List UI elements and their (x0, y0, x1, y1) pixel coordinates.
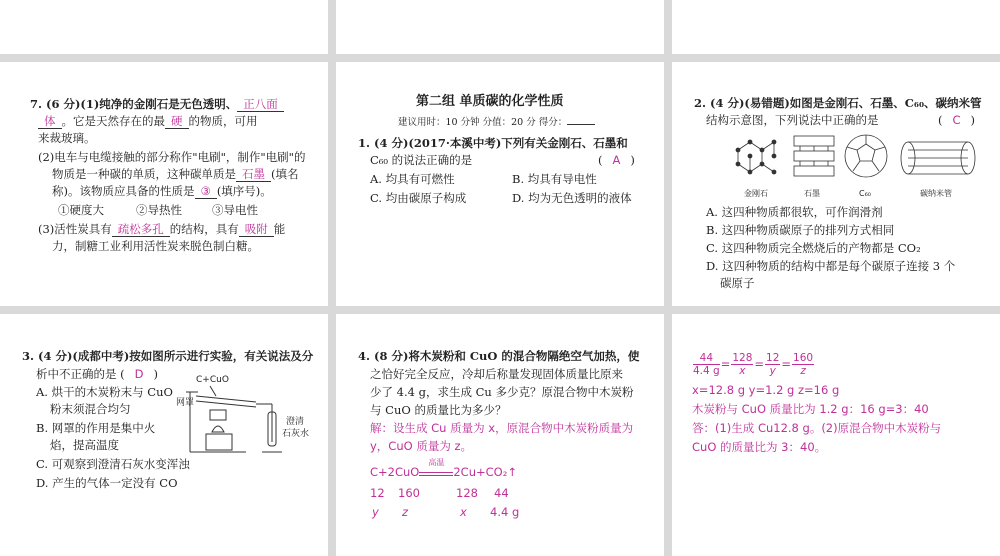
apparatus-icon (186, 386, 282, 452)
group-meta: 建议用时：10 分钟 分值：20 分 得分： (398, 115, 595, 131)
q3-line1: 3. (4 分)(成都中考)按如图所示进行实验，有关说法及分 (22, 349, 314, 363)
q7-line8: (3)活性炭具有 疏松多孔 的结构，具有 吸附 能 (38, 222, 286, 236)
q7-line2: 体 。它是天然存在的最 硬 的物质，可用 (38, 113, 258, 129)
fig-label-limewater-2: 石灰水 (282, 429, 310, 439)
q3-option-c: C. 可观察到澄清石灰水变浑浊 (36, 457, 190, 471)
q4-row1-cu: 128 (456, 486, 478, 500)
q7-option-1: ①硬度大 (58, 203, 104, 217)
q4-row2-mass: 4.4 g (490, 505, 520, 519)
q4-line2: 之恰好完全反应，冷却后称量发现固体质量比原来 (370, 367, 623, 381)
q7-line9: 力，制糖工业利用活性炭来脱色制白糖。 (52, 239, 259, 253)
q7-answer-6: 吸附 (239, 222, 274, 237)
q7-line6: 称)。该物质应具备的性质是 ③ (填序号)。 (52, 184, 272, 198)
q7-answer-5: 疏松多孔 (112, 222, 170, 237)
diamond-structure-icon (736, 140, 776, 174)
panel-top-left (0, 0, 328, 54)
panel-top-middle (336, 0, 664, 54)
q4-row1-c: 12 (370, 486, 385, 500)
q3-option-d: D. 产生的气体一定没有 CO (36, 476, 178, 490)
q1-option-b: B. 均具有导电性 (512, 172, 597, 186)
q7-line1: 7. (6 分)(1)纯净的金刚石是无色透明、 正八面 (30, 96, 284, 112)
q1-line2: C₆₀ 的说法正确的是 (370, 153, 473, 167)
q2-option-d-cont: 碳原子 (720, 276, 755, 290)
q7-answer-1: 正八面 (237, 97, 284, 112)
q3-option-b-cont: 焰，提高温度 (50, 438, 119, 452)
q4-row1-cuo: 160 (398, 486, 420, 500)
q3-line2: 析中不正确的是 ( D ) (36, 367, 159, 381)
q4-row2-z: z (402, 505, 409, 519)
q1-line1: 1. (4 分)(2017·本溪中考)下列有关金刚石、石墨和 (358, 136, 628, 150)
panel-group-2 (336, 62, 664, 306)
panel-question-7 (0, 62, 328, 306)
q4-equation: C+2CuO 高温 2Cu+CO₂↑ (370, 458, 517, 479)
q1-option-d: D. 均为无色透明的液体 (512, 191, 632, 205)
q2-option-a: A. 这四种物质都很软，可作润滑剂 (706, 205, 883, 219)
q2-answer: ( C ) (938, 113, 976, 127)
q3-answer: D (134, 367, 144, 381)
q4-answer-1: 答：(1)生成 Cu12.8 g。(2)原混合物中木炭粉与 (692, 421, 942, 435)
q4-results: x=12.8 g y=1.2 g z=16 g (692, 383, 840, 397)
experiment-apparatus-figure (176, 372, 326, 464)
q2-option-b: B. 这四种物质碳原子的排列方式相同 (706, 223, 895, 237)
label-graphite: 石墨 (804, 189, 820, 198)
q7-line3: 来裁玻璃。 (38, 131, 96, 145)
q4-answer-2: CuO 的质量比为 3：40。 (692, 440, 827, 454)
q1-option-a: A. 均具有可燃性 (370, 172, 455, 186)
nanotube-structure-icon (901, 142, 975, 174)
q3-option-b: B. 网罩的作用是集中火 (36, 421, 156, 435)
q4-row2-x: x (460, 505, 467, 519)
q4-line1: 4. (8 分)将木炭粉和 CuO 的混合物隔绝空气加热，使 (358, 349, 640, 363)
panel-question-2 (672, 62, 1000, 306)
q4-ratio: 木炭粉与 CuO 质量比为 1.2 g：16 g=3：40 (692, 402, 929, 416)
panel-question-4-continued (672, 314, 1000, 556)
c60-structure-icon (845, 135, 887, 177)
q4-solution-1: 解：设生成 Cu 质量为 x，原混合物中木炭粉质量为 (370, 421, 634, 435)
q1-option-c: C. 均由碳原子构成 (370, 191, 467, 205)
q4-row1-co2: 44 (494, 486, 509, 500)
q4-proportion: $\frac{44}{4.4 g}$ = $\frac{128}{x}$ = $\frac{12}{y}$ = $\frac{160}{z}$ (693, 352, 814, 377)
fig-label-reactants: C+CuO (196, 375, 229, 385)
q4-line4: 与 CuO 的质量比为多少？ (370, 403, 507, 417)
q2-option-c: C. 这四种物质完全燃烧后的产物都是 CO₂ (706, 241, 921, 255)
panel-top-right (672, 0, 1000, 54)
q3-option-a: A. 烘干的木炭粉末与 CuO (36, 385, 173, 399)
label-c60: C₆₀ (859, 189, 871, 198)
q3-option-a-cont: 粉末须混合均匀 (50, 402, 131, 416)
q7-line4: (2)电车与电缆接触的部分称作"电刷"，制作"电刷"的 (38, 150, 306, 164)
q2-line2: 结构示意图，下列说法中正确的是 (706, 113, 879, 127)
panel-question-3 (0, 314, 328, 556)
label-diamond: 金刚石 (744, 189, 768, 198)
q4-solution-2: y，CuO 质量为 z。 (370, 439, 473, 453)
label-nanotube: 碳纳米管 (920, 189, 952, 198)
q4-row2-y: y (372, 505, 379, 519)
carbon-structures-figure (732, 132, 982, 200)
fig-label-net: 网罩 (176, 398, 195, 408)
q7-option-3: ③导电性 (212, 203, 258, 217)
q2-line1: 2. (4 分)(易错题)如图是金刚石、石墨、C₆₀、碳纳米管 (694, 96, 982, 110)
q2-option-d: D. 这四种物质的结构中都是每个碳原子连接 3 个 (706, 259, 956, 273)
q4-line3: 少了 4.4 g，求生成 Cu 多少克？原混合物中木炭粉 (370, 385, 634, 399)
panel-question-4 (336, 314, 664, 556)
q7-line5: 物质是一种碳的单质，这种碳单质是 石墨 (填名 (52, 167, 299, 181)
q7-answer-4: ③ (195, 184, 217, 199)
q7-answer-2: 硬 (165, 114, 189, 129)
q7-answer-3: 石墨 (236, 167, 271, 182)
fig-label-limewater-1: 澄清 (286, 417, 305, 427)
group-title: 第二组 单质碳的化学性质 (416, 94, 564, 109)
q1-answer: ( A ) (598, 153, 635, 167)
graphite-structure-icon (794, 136, 834, 176)
q7-option-2: ②导热性 (136, 203, 182, 217)
